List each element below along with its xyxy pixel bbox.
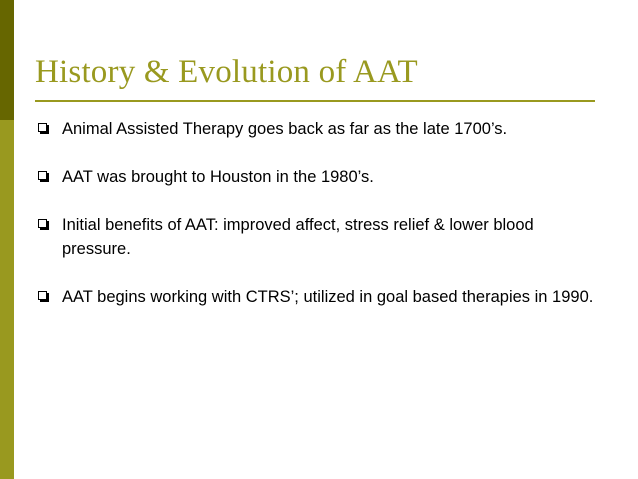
left-accent-bar-dark bbox=[0, 0, 14, 120]
bullet-text: AAT begins working with CTRS’; utilized in goal based therapies in 1990. bbox=[62, 288, 594, 306]
bullet-text: Animal Assisted Therapy goes back as far as the late 1700’s. bbox=[62, 120, 508, 138]
bullet-text: Initial benefits of AAT: improved affect, stress relief & lower blood pressure. bbox=[62, 216, 534, 258]
square-bullet-icon bbox=[38, 171, 47, 180]
bullet-item bbox=[35, 213, 605, 261]
square-bullet-icon bbox=[38, 291, 47, 300]
bullet-item bbox=[35, 117, 605, 141]
bullet-item bbox=[35, 165, 605, 189]
title-underline bbox=[35, 100, 595, 102]
bullet-list bbox=[35, 117, 605, 333]
square-bullet-icon bbox=[38, 123, 47, 132]
bullet-item bbox=[35, 285, 605, 309]
bullet-text: AAT was brought to Houston in the 1980’s. bbox=[62, 168, 374, 186]
slide-title: History & Evolution of AAT bbox=[35, 54, 418, 90]
square-bullet-icon bbox=[38, 219, 47, 228]
left-accent-bar-light bbox=[0, 120, 14, 479]
